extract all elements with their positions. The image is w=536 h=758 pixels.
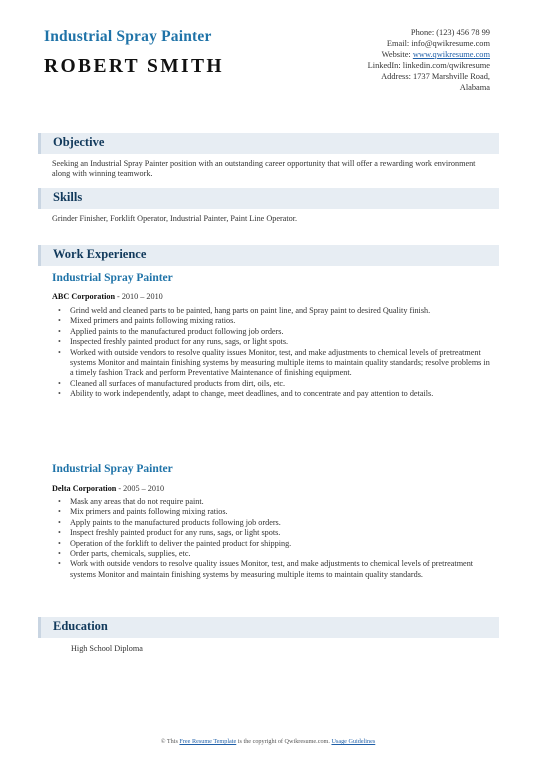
job-1-title: Industrial Spray Painter — [52, 272, 173, 284]
list-item: • Ability to work independently, adapt to change, meet deadlines, and to concentrate and pay attention to details. — [58, 389, 490, 399]
phone-label: Phone: — [410, 28, 435, 37]
list-item: • Mixed primers and paints following mixing ratios. — [58, 316, 490, 326]
linkedin-label: LinkedIn: — [367, 61, 401, 70]
website-link[interactable]: www.qwikresume.com — [412, 50, 490, 59]
list-item: • Mix primers and paints following mixing ratios. — [58, 507, 490, 517]
objective-section-header — [38, 133, 499, 154]
address-line1: 1737 Marshville Road, — [413, 72, 490, 81]
list-item: • Applied paints to the manufactured product following job orders. — [58, 327, 490, 337]
contact-linkedin — [260, 60, 490, 71]
job-2-company-line — [52, 484, 164, 493]
contact-phone — [260, 27, 490, 38]
objective-text: Seeking an Industrial Spray Painter position with an outstanding career opportunity that will offer a rewarding work environment along with winning teamwork. — [52, 159, 476, 179]
phone-value: (123) 456 78 99 — [436, 28, 490, 37]
objective-heading: Objective — [53, 135, 105, 149]
usage-guidelines-link[interactable]: Usage Guidelines — [331, 738, 376, 745]
job-2-dates: - 2005 – 2010 — [116, 484, 165, 493]
skills-heading: Skills — [53, 190, 83, 204]
footer-prefix: © This — [160, 738, 180, 745]
list-item: • Order parts, chemicals, supplies, etc. — [58, 549, 490, 559]
job-1-company: ABC Corporation — [52, 292, 115, 301]
resume-header — [0, 0, 536, 114]
list-item: • Worked with outside vendors to resolve quality issues Monitor, test, and make adjustments to chemical levels of pretreatment systems Monitor and maintain finishing systems by measuring multiple items to maintain quality standards; resolve problems in a timely fashion Track and perform Preventative Maintenance of finishing equipment. — [58, 348, 490, 379]
skills-section-header — [38, 188, 499, 209]
contact-block — [260, 27, 490, 93]
free-resume-template-link[interactable]: Free Resume Template — [179, 738, 237, 745]
list-item: • Inspected freshly painted product for any runs, sags, or light spots. — [58, 337, 490, 347]
job-title: Industrial Spray Painter — [44, 28, 212, 45]
job-1-company-line — [52, 292, 163, 301]
contact-address-line2: Alabama — [459, 83, 490, 92]
footer — [0, 738, 536, 745]
job-2-company: Delta Corporation — [52, 484, 117, 493]
list-item: • Operation of the forklift to deliver the painted product for shipping. — [58, 539, 490, 549]
list-item: • Grind weld and cleaned parts to be painted, hang parts on paint line, and Spray paint to desired Quality finish. — [58, 306, 490, 316]
list-item: • Inspect freshly painted product for any runs, sags, or light spots. — [58, 528, 490, 538]
list-item: • Cleaned all surfaces of manufactured products from dirt, oils, etc. — [58, 379, 490, 389]
contact-address — [260, 71, 490, 82]
list-item: • Mask any areas that do not require paint. — [58, 497, 490, 507]
job-2-bullets — [58, 497, 490, 580]
list-item: • Apply paints to the manufactured products following job orders. — [58, 518, 490, 528]
website-label: Website: — [381, 50, 411, 59]
education-text: High School Diploma — [71, 644, 143, 653]
education-heading: Education — [53, 619, 108, 633]
job-1-bullets — [58, 306, 490, 400]
list-item: • Work with outside vendors to resolve quality issues Monitor, test, and make adjustments to chemical levels of pretreatment systems Monitor and maintain finishing systems by measuring multiple items to maintain quality standards. — [58, 559, 490, 580]
job-1-dates: - 2010 – 2010 — [115, 292, 163, 301]
footer-middle: is the copyright of Qwikresume.com. — [236, 738, 332, 745]
candidate-name: ROBERT SMITH — [44, 56, 225, 77]
experience-heading: Work Experience — [53, 247, 147, 261]
linkedin-value: linkedin.com/qwikresume — [402, 61, 490, 70]
experience-section-header — [38, 245, 499, 266]
skills-text: Grinder Finisher, Forklift Operator, Industrial Painter, Paint Line Operator. — [52, 214, 298, 223]
contact-website — [260, 49, 490, 60]
email-label: Email: — [386, 39, 410, 48]
email-value: info@qwikresume.com — [411, 39, 490, 48]
contact-email — [260, 38, 490, 49]
address-label: Address: — [381, 72, 411, 81]
job-2-title: Industrial Spray Painter — [52, 463, 173, 475]
education-section-header — [38, 617, 499, 638]
